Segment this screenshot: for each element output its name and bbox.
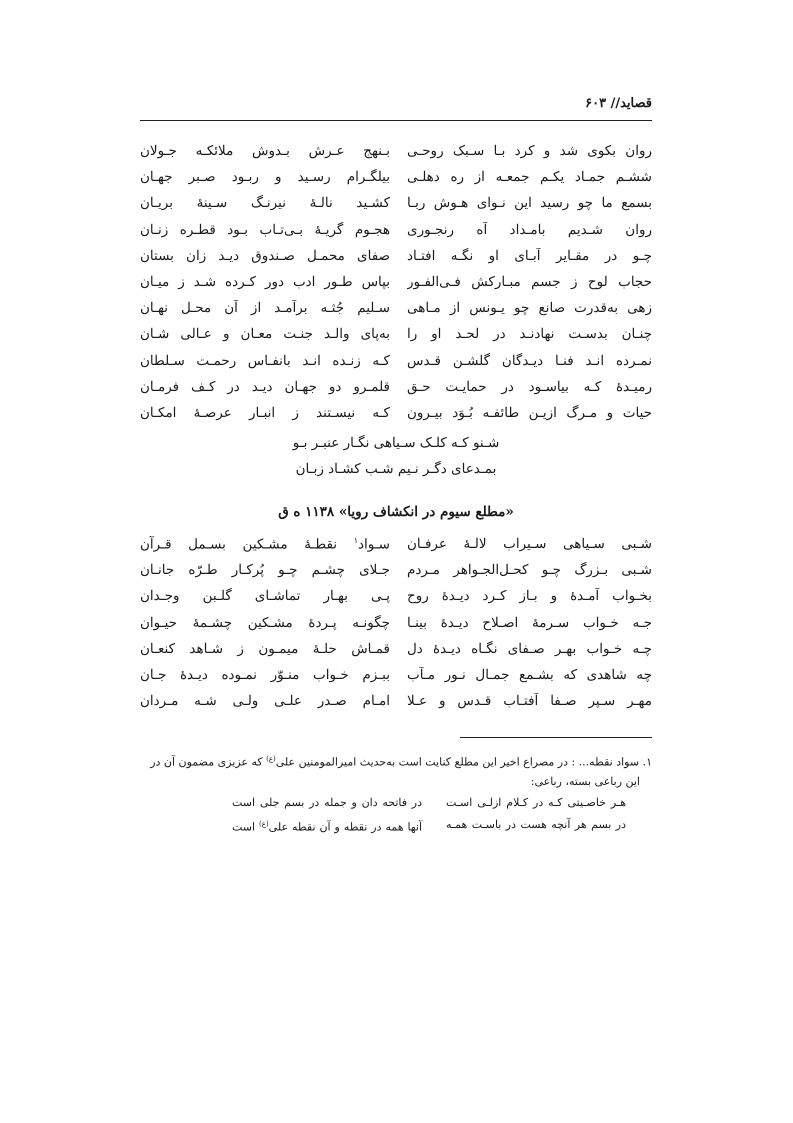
hemistich-left: صفای محمـل صـندوق دیـد زان بستان bbox=[140, 247, 390, 264]
footnote-text: ۱. سواد نقطه... : در مصراع اخیر این مطلع کنایت است به‌حدیث امیرالمومنین علی bbox=[275, 755, 652, 769]
hemistich-right: ششـم جمـاد یکـم جمعـه از ره دهلـی bbox=[407, 169, 652, 186]
rubai-hemistich: هـر خاصـیتی کـه در کـلام ازلـی اسـت bbox=[446, 795, 626, 809]
poem-section-1 bbox=[140, 143, 652, 431]
hemistich-right: حجاب لوح ز جسم مبـارکش فـی‌الفـور bbox=[407, 273, 652, 290]
couplet bbox=[140, 222, 652, 248]
couplet bbox=[140, 274, 652, 300]
rubai-hemistich bbox=[232, 815, 422, 837]
hemistich-right: روان بکوی شد و کرد بـا سـبک روحـی bbox=[407, 143, 652, 159]
couplet bbox=[140, 248, 652, 274]
footnote-line: این رباعی بسته، رباعی: bbox=[530, 774, 640, 788]
closing-line: بمـدعای دگـر نـیم شـب کشـاد زبـان bbox=[295, 461, 497, 477]
hemistich-right: بسمع ما چو رسید این نـوای هـوش ربـا bbox=[407, 195, 652, 212]
rubai-quatrain bbox=[140, 793, 652, 837]
hemistich-text: سـواد bbox=[357, 536, 390, 553]
hemistich-right: روان شـدیم بامـداد آه رنجـوری bbox=[407, 221, 652, 238]
hemistich-left: هجـوم گریـۀ بـی‌تـاب بـود قطـره زنـان bbox=[140, 221, 390, 238]
footnote-marker[interactable]: ۱ bbox=[353, 536, 358, 545]
rubai-text: است bbox=[232, 820, 260, 834]
honorific-superscript: (ع) bbox=[266, 755, 276, 763]
running-header bbox=[140, 92, 652, 122]
hemistich-right: چه شاهدی که بشـمع جمـال نـور مـآب bbox=[407, 666, 652, 683]
couplet bbox=[140, 536, 652, 562]
hemistich-left: قمـاش حلـۀ میمـون ز شـاهد کنعـان bbox=[140, 640, 390, 657]
hemistich-left: امـام صـدر علـی ولـی شـه مـردان bbox=[140, 693, 390, 710]
hemistich-left: کشـید نالـۀ نیرنـگ سـینۀ بریـان bbox=[140, 195, 390, 212]
honorific-superscript: (ع) bbox=[259, 819, 269, 828]
hemistich-left: بـنهج عـرش بـدوش ملائکـه جـولان bbox=[140, 143, 390, 159]
rubai-couplet bbox=[140, 815, 652, 837]
hemistich-right: شـبی بـزرگ چـو کحـل‌الجـواهر مـردم bbox=[407, 562, 652, 579]
hemistich-right: شـبی سـیاهی سـیراب لالـۀ عرفـان bbox=[407, 536, 652, 552]
footnote-line bbox=[140, 750, 652, 772]
footnote-text: که عزیزی مضمون آن در bbox=[150, 755, 267, 769]
poem-section-2 bbox=[140, 536, 652, 719]
rubai-hemistich: در بسم هر آنچه هست در باسـت همـه bbox=[446, 817, 626, 831]
couplet bbox=[140, 588, 652, 614]
couplet bbox=[140, 143, 652, 169]
hemistich-left: کـه زنـده انـد بانفـاس رحمـت سـلطان bbox=[140, 352, 390, 369]
hemistich-left: قلمـرو دو جهـان دیـد در کـف فرمـان bbox=[140, 378, 390, 395]
hemistich-left: جـلای چشـم چـو پُرکـار طـرّه جانـان bbox=[140, 562, 390, 579]
section-heading: «مطلع سیوم در انکشاف رویا» ۱۱۳۸ ه ق bbox=[278, 504, 514, 520]
footnote-rule bbox=[460, 737, 652, 738]
rubai-couplet bbox=[140, 793, 652, 815]
hemistich-text: نقطـۀ مشـکین بسـمل قـرآن bbox=[140, 536, 354, 553]
hemistich-right: چنـان بدسـت نهادنـد در لحـد او را bbox=[407, 326, 652, 343]
hemistich-left: سـلیم جُثـه برآمـد از آن محـل نهـان bbox=[140, 300, 390, 317]
hemistich-right: رمیـدۀ کـه بیاسـود در حمایـت حـق bbox=[407, 378, 652, 395]
couplet bbox=[140, 353, 652, 379]
hemistich-right: زهی به‌قدرت صانع چو یـونس از مـاهی bbox=[407, 300, 652, 317]
hemistich-right: جـه خـواب سـرمۀ اصـلاح دیـدۀ بینـا bbox=[407, 614, 652, 631]
page-header-title: قصاید// ۶۰۳ bbox=[585, 96, 652, 111]
couplet bbox=[140, 379, 652, 405]
hemistich-right: بخـواب آمـدۀ و بـاز کـرد دیـدۀ روح bbox=[407, 588, 652, 605]
couplet bbox=[140, 195, 652, 221]
couplet bbox=[140, 693, 652, 719]
header-rule bbox=[140, 120, 652, 121]
hemistich-left: بیلگـرام رسـید و ربـود صـبر جهـان bbox=[140, 169, 390, 186]
hemistich-left: کـه نیسـتند ز انبـار عرصـۀ امکـان bbox=[140, 404, 390, 421]
rubai-text: آنها همه در نقطه و آن نقطه علی bbox=[268, 820, 422, 834]
couplet bbox=[140, 405, 652, 431]
hemistich-right: نمـرده انـد فنـا دیـدگان گلشـن قـدس bbox=[407, 352, 652, 369]
hemistich-right: مهـر سـپر صـفا آفتـاب قـدس و عـلا bbox=[407, 693, 652, 710]
couplet bbox=[140, 562, 652, 588]
rubai-hemistich: در فاتحه دان و جمله در بسم جلی است bbox=[232, 795, 422, 809]
couplet bbox=[140, 667, 652, 693]
closing-line: شـنو کـه کلـک سـیاهی نگـار عنبـر بـو bbox=[292, 435, 500, 451]
hemistich-left: ببـزم خـواب منـوّر نمـوده دیـدۀ جـان bbox=[140, 666, 390, 683]
hemistich-left: به‌پای والـد جنـت معـان و عـالی شـان bbox=[140, 326, 390, 343]
hemistich-left: پـی بهـار تماشـای گلـبن وجـدان bbox=[140, 588, 390, 605]
couplet bbox=[140, 615, 652, 641]
hemistich-right: حیات و مـرگ ازیـن طائفـه بُـوَد بیـرون bbox=[407, 404, 652, 421]
couplet bbox=[140, 641, 652, 667]
footnote bbox=[140, 750, 652, 837]
closing-couplet bbox=[140, 435, 652, 487]
couplet bbox=[140, 169, 652, 195]
couplet bbox=[140, 300, 652, 326]
couplet bbox=[140, 326, 652, 352]
hemistich-left: بپاس طـور ادب دور کـرده شـد ز میـان bbox=[140, 273, 390, 290]
hemistich-left bbox=[140, 536, 390, 553]
hemistich-right: چـه خـواب بهـر صـفای نگـاه دیـدۀ دل bbox=[407, 640, 652, 657]
hemistich-left: چگونـه پـردۀ مشـکین چشـمۀ حیـوان bbox=[140, 614, 390, 631]
hemistich-right: چـو در مقـایر آبـای او نگـه افتـاد bbox=[407, 247, 652, 264]
